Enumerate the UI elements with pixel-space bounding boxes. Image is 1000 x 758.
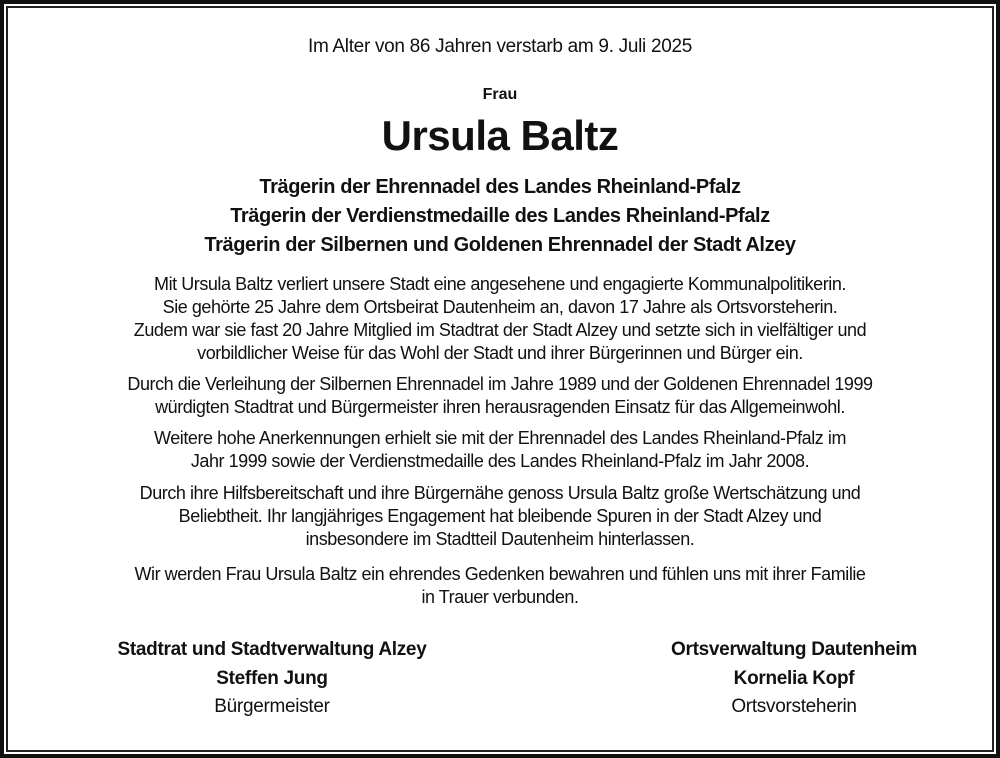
text-line: Beliebtheit. Ihr langjähriges Engagement hat bleibende Spuren in der Stadt Alzey und [178,506,822,526]
signature-org: Ortsverwaltung Dautenheim [671,639,917,660]
text-line: Jahr 1999 sowie der Verdienstmedaille des Landes Rheinland-Pfalz im Jahr 2008. [190,451,810,471]
paragraph-2 [0,373,1000,419]
text-line: Weitere hohe Anerkennungen erhielt sie mit der Ehrennadel des Landes Rheinland-Pfalz im [154,428,846,448]
death-notice-intro: Im Alter von 86 Jahren verstarb am 9. Juli 2025 [307,36,693,57]
paragraph-4 [0,482,1000,551]
text-line: Durch die Verleihung der Silbernen Ehrennadel im Jahre 1989 und der Goldenen Ehrennadel 1999 [127,374,873,394]
text-line: in Trauer verbunden. [421,587,579,607]
text-line: Wir werden Frau Ursula Baltz ein ehrendes Gedenken bewahren und fühlen uns mit ihrer Familie [134,564,866,584]
signature-person: Steffen Jung [216,667,328,689]
honor: Trägerin der Ehrennadel des Landes Rheinland-Pfalz [259,176,741,198]
deceased-name: Ursula Baltz [381,112,619,159]
text-line: würdigten Stadtrat und Bürgermeister ihren herausragenden Einsatz für das Allgemeinwohl. [155,397,845,417]
signature-person: Kornelia Kopf [733,667,855,689]
text-line: Durch ihre Hilfsbereitschaft und ihre Bürgernähe genoss Ursula Baltz große Wertschätzung und [139,483,861,503]
signature-org: Stadtrat und Stadtverwaltung Alzey [117,639,427,660]
honor: Trägerin der Verdienstmedaille des Landes Rheinland-Pfalz [230,205,770,227]
signature-right [574,636,1000,722]
salutation: Frau [482,86,518,103]
honors-list [0,173,1000,260]
signature-role: Bürgermeister [214,696,330,717]
signature-left [52,636,492,722]
text-line: Sie gehörte 25 Jahre dem Ortsbeirat Dautenheim an, davon 17 Jahre als Ortsvorsteherin. [162,297,838,317]
honor: Trägerin der Silbernen und Goldenen Ehrennadel der Stadt Alzey [204,234,796,256]
signature-role: Ortsvorsteherin [731,696,857,717]
paragraph-1 [0,273,1000,365]
text-line: Zudem war sie fast 20 Jahre Mitglied im Stadtrat der Stadt Alzey und setzte sich in vielfältiger und [133,320,867,340]
text-line: insbesondere im Stadtteil Dautenheim hinterlassen. [305,529,695,549]
paragraph-5 [0,563,1000,609]
text-line: vorbildlicher Weise für das Wohl der Stadt und ihrer Bürgerinnen und Bürger ein. [197,343,803,363]
text-line: Mit Ursula Baltz verliert unsere Stadt eine angesehene und engagierte Kommunalpolitikerin. [154,274,846,294]
paragraph-3 [0,427,1000,473]
